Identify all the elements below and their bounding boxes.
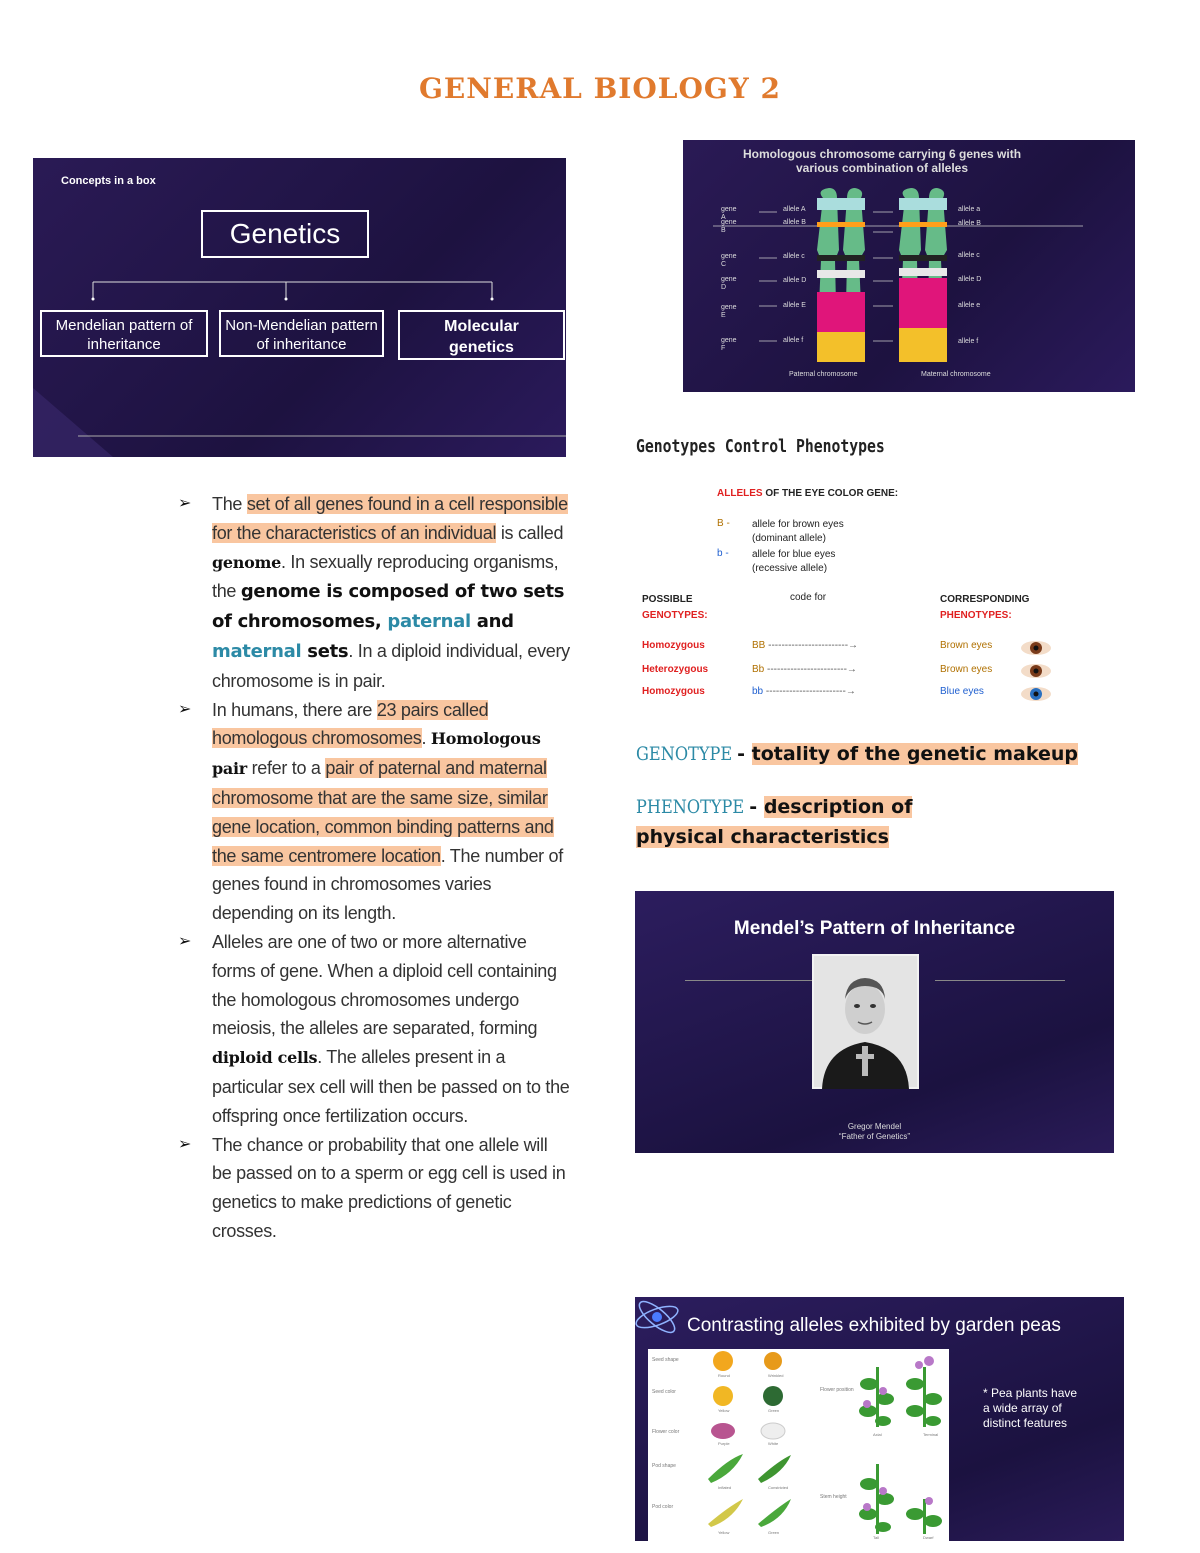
- genetics-box: Genetics: [201, 210, 369, 258]
- gene-label: gene E: [721, 304, 737, 319]
- phenotypes-label: PHENOTYPES:: [940, 610, 1012, 621]
- paternal-chromosome: [817, 188, 865, 362]
- code-for-label: code for: [790, 592, 827, 603]
- gene-label: gene C: [721, 253, 737, 268]
- mendelian-box: Mendelian pattern of inheritance: [40, 310, 208, 357]
- plant-value: Tall: [873, 1535, 880, 1540]
- row-genotype: BB: [752, 640, 766, 651]
- paternal-allele: allele A: [783, 206, 806, 213]
- trait-value: Round: [718, 1373, 730, 1378]
- trait-label: Pod shape: [652, 1463, 676, 1469]
- gene-label: gene B: [721, 219, 737, 234]
- maternal-allele: allele a: [958, 206, 981, 213]
- phenotype-text: description of physical characteristics: [636, 796, 913, 848]
- arrow-bullet-icon: ➢: [178, 1135, 192, 1153]
- slide-decoration: [33, 158, 566, 457]
- page-title: GENERAL BIOLOGY 2: [419, 72, 781, 105]
- allele-b-lower-type: (recessive allele): [752, 563, 828, 574]
- allele-b-upper-type: (dominant allele): [752, 533, 826, 544]
- corresponding-label: CORRESPONDING: [940, 594, 1030, 605]
- bullet-item: ➢ In humans, there are 23 pairs called homologous chromosomes. Homologous pair refer to a pair of paternal and maternal chromosome that are the same size, similar gene location, common binding patterns and the same centromere location. The number of genes found in chromosomes varies depending on its length.: [170, 696, 570, 928]
- mendel-caption-name: Gregor Mendel: [847, 1122, 902, 1131]
- trait-value: White: [768, 1441, 779, 1446]
- peas-table: [648, 1349, 949, 1541]
- trait-label: Seed color: [652, 1389, 676, 1395]
- arrow-bullet-icon: ➢: [178, 932, 192, 950]
- peas-title: Contrasting alleles exhibited by garden peas: [687, 1315, 1061, 1336]
- chromosome-title-2: various combination of alleles: [795, 161, 969, 175]
- eye-icons: [1018, 636, 1058, 706]
- trait-value: Green: [768, 1530, 780, 1535]
- paternal-allele: allele f: [783, 337, 804, 344]
- atom-icon: [635, 1297, 695, 1341]
- row-type: Homozygous: [642, 640, 705, 651]
- paternal-allele: allele c: [783, 253, 805, 260]
- chromosome-diagram: [683, 140, 1135, 392]
- paternal-label: Paternal chromosome: [789, 371, 858, 378]
- phenotype-definition: PHENOTYPE - description of physical characteristics: [636, 793, 996, 853]
- trait-label: Seed shape: [652, 1357, 679, 1363]
- allele-b-lower-desc: allele for blue eyes: [752, 549, 836, 560]
- trait-value: Purple: [718, 1441, 730, 1446]
- maternal-label: Maternal chromosome: [921, 371, 991, 378]
- maternal-allele: allele D: [958, 276, 982, 283]
- trait-value: Inflated: [718, 1485, 732, 1490]
- mendel-slide: [635, 891, 1114, 1153]
- genotype-term: GENOTYPE: [636, 743, 733, 765]
- allele-b-upper-desc: allele for brown eyes: [752, 519, 844, 530]
- concepts-label: Concepts in a box: [61, 175, 156, 187]
- mendel-portrait: [812, 954, 919, 1089]
- pea-plants-drawing: [853, 1349, 949, 1541]
- mendel-title: Mendel’s Pattern of Inheritance: [733, 918, 1016, 939]
- peas-slide: [635, 1297, 1124, 1541]
- genotype-text: totality of the genetic makeup: [751, 743, 1078, 765]
- genotypes-label: GENOTYPES:: [642, 610, 708, 621]
- gene-label: gene A: [721, 206, 737, 221]
- row-genotype: Bb: [752, 664, 765, 675]
- blue-eye-icon: [1021, 687, 1051, 701]
- possible-label: POSSIBLE: [642, 594, 693, 605]
- mendel-caption-title: “Father of Genetics”: [838, 1132, 911, 1141]
- concepts-slide: [33, 158, 566, 457]
- plant-trait-label: Stem height: [820, 1494, 847, 1500]
- gene-label: gene F: [721, 337, 737, 352]
- plant-value: Dwarf: [923, 1535, 934, 1540]
- gene-label: gene D: [721, 276, 737, 291]
- paternal-allele: allele E: [783, 302, 806, 309]
- maternal-allele: allele f: [958, 338, 979, 345]
- trait-value: Yellow: [718, 1530, 730, 1535]
- bullet-item: ➢ Alleles are one of two or more alternative forms of gene. When a diploid cell containing the homologous chromosomes undergo meiosis, the alleles are separated, forming diploid cells. The alleles present in a particular sex cell will then be passed on to the offspring once fertilization occurs.: [170, 928, 570, 1131]
- alleles-label: ALLELES: [717, 488, 763, 499]
- allele-b-lower: b -: [717, 548, 729, 559]
- bullet-item: ➢ The set of all genes found in a cell responsible for the characteristics of an individual is called genome. In sexually reproducing organisms, the genome is composed of two sets of chromosomes, paternal and maternal sets. In a diploid individual, every chromosome is in pair.: [170, 490, 570, 696]
- alleles-rest: OF THE EYE COLOR GENE:: [762, 488, 899, 499]
- allele-b-upper: B -: [717, 518, 730, 529]
- genotype-definition: GENOTYPE - totality of the genetic makeup: [636, 743, 1078, 765]
- bullet-item: ➢ The chance or probability that one allele will be passed on to a sperm or egg cell is used in genetics to make predictions of genetic crosses.: [170, 1131, 570, 1246]
- plant-trait-label: Flower position: [820, 1387, 854, 1393]
- non-mendelian-box: Non-Mendelian pattern of inheritance: [219, 310, 384, 357]
- trait-value: Green: [768, 1408, 780, 1413]
- chromosome-title-1: Homologous chromosome carrying 6 genes with: [742, 147, 1022, 161]
- bullet-list: [170, 490, 570, 1246]
- paternal-allele: allele D: [783, 277, 807, 284]
- molecular-box: Molecular genetics: [398, 310, 565, 360]
- row-phenotype: Brown eyes: [940, 664, 993, 675]
- row-type: Heterozygous: [642, 664, 709, 675]
- trait-label: Flower color: [652, 1429, 680, 1435]
- maternal-allele: allele e: [958, 302, 981, 309]
- peas-note: * Pea plants have a wide array of distinct features: [983, 1386, 1078, 1430]
- trait-value: Constricted: [768, 1485, 789, 1490]
- row-phenotype: Brown eyes: [940, 640, 993, 651]
- paternal-allele: allele B: [783, 219, 806, 226]
- genotypes-heading: Genotypes Control Phenotypes: [636, 436, 885, 457]
- arrow-bullet-icon: ➢: [178, 495, 192, 512]
- maternal-chromosome: [899, 188, 947, 362]
- row-phenotype: Blue eyes: [940, 686, 984, 697]
- trait-value: Wrinkled: [768, 1373, 784, 1378]
- maternal-allele: allele B: [958, 220, 981, 227]
- maternal-allele: allele c: [958, 252, 980, 259]
- trait-label: Pod color: [652, 1504, 674, 1510]
- row-genotype: bb: [752, 686, 764, 697]
- chromosome-slide: [683, 140, 1135, 392]
- phenotype-term: PHENOTYPE: [636, 796, 745, 818]
- eye-color-table: ALLELES OF THE EYE COLOR GENE: B - allele for brown eyes (dominant allele) b - allele for blue eyes (recessive allele) POSSIBLE GENOTYPES: code for CORRESPONDING PHENOTYPES: Homozygous BB ------------------------→ Brown eyes Heterozygous Bb ------------------------→ Brown eyes Homozygous bb ------------------------→ Blue eyes: [640, 488, 1080, 708]
- row-type: Homozygous: [642, 686, 705, 697]
- trait-value: Yellow: [718, 1408, 730, 1413]
- plant-value: Axial: [873, 1432, 882, 1437]
- brown-eye-icon: [1021, 664, 1051, 678]
- brown-eye-icon: [1021, 641, 1051, 655]
- plant-value: Terminal: [923, 1432, 939, 1437]
- arrow-bullet-icon: ➢: [178, 700, 192, 718]
